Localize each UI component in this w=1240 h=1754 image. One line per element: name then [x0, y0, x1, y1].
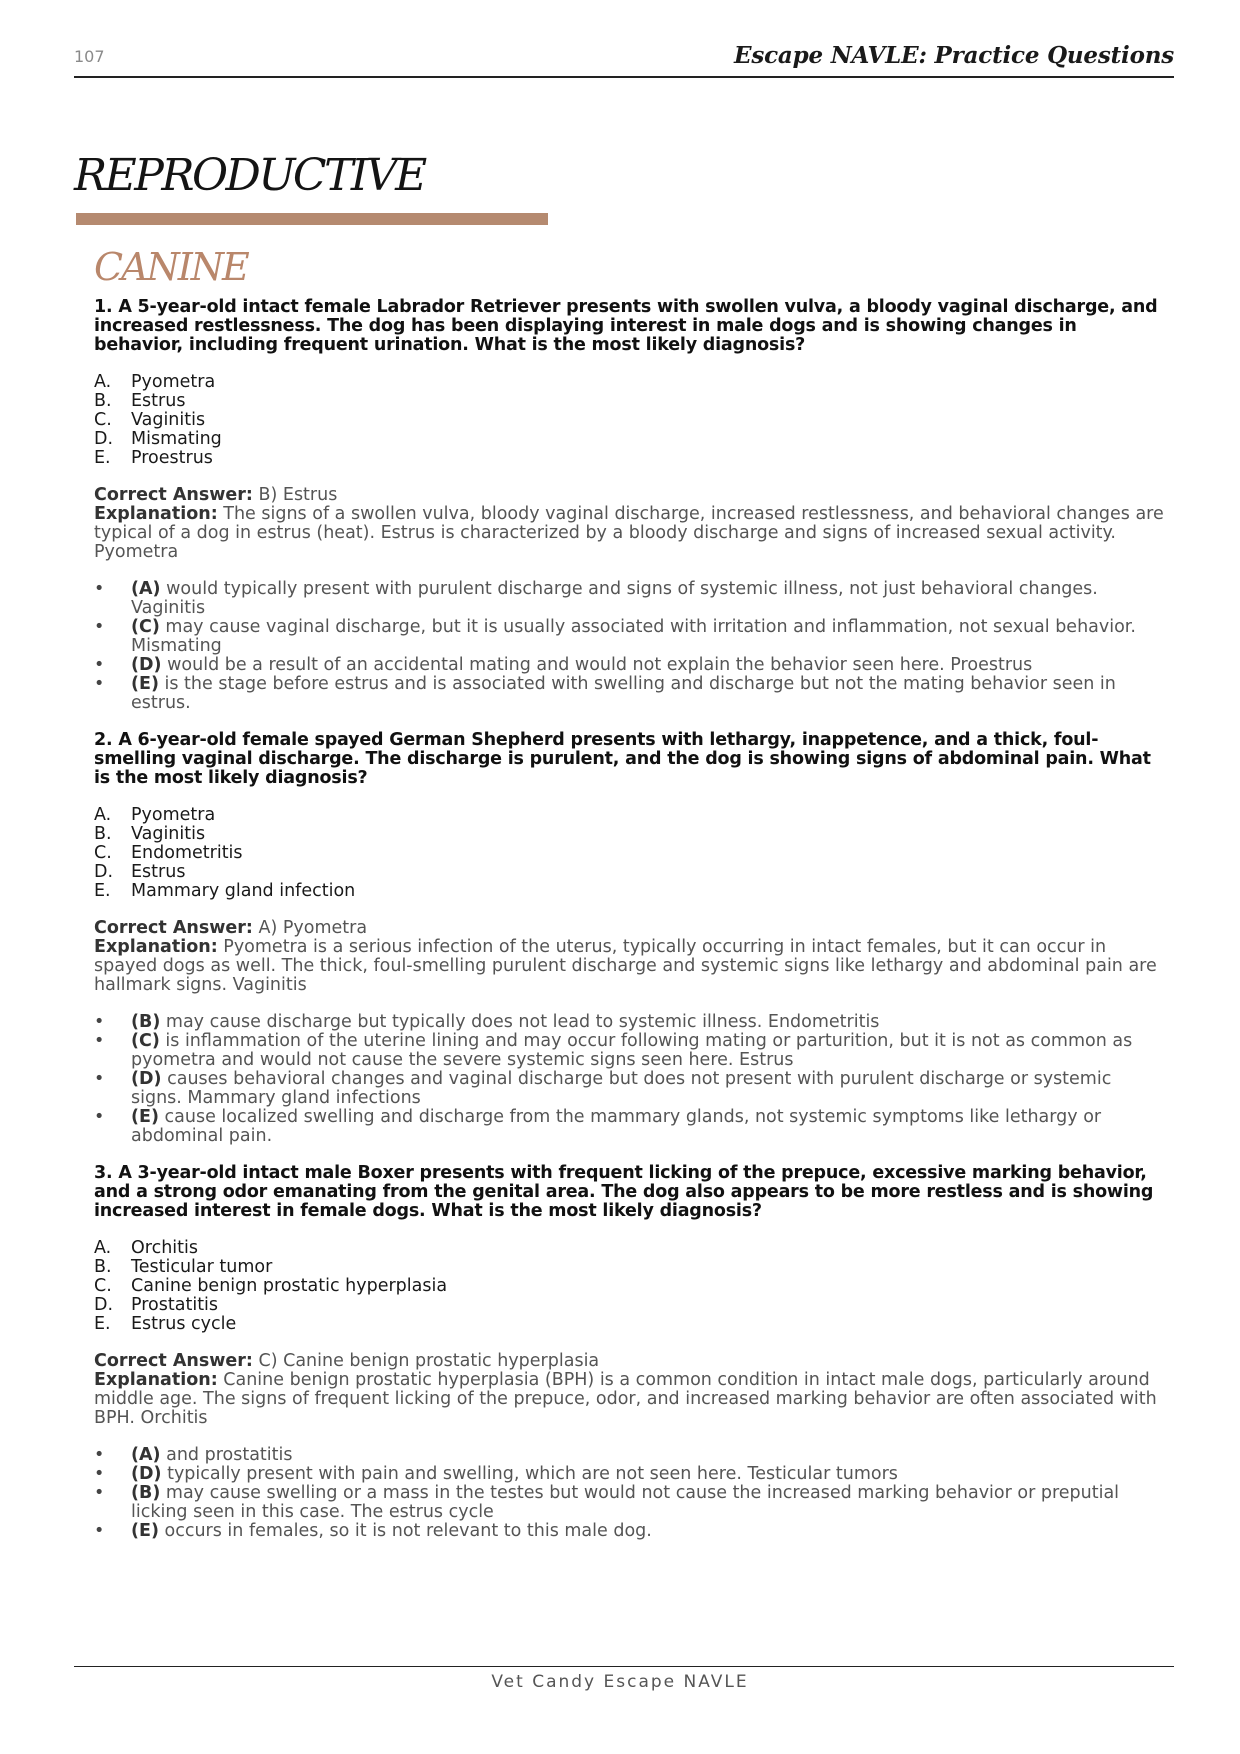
note-text: and prostatitis: [160, 1445, 293, 1465]
answer-option: [94, 1277, 1164, 1296]
explanation-label: Explanation:: [94, 504, 218, 524]
subsection-title: CANINE: [94, 245, 248, 289]
answer-option: [94, 392, 1164, 411]
bullet-icon: •: [94, 579, 105, 599]
explanation-text: Pyometra is a serious infection of the uterus, typically occurring in intact females, but it can occur in spayed dogs as well. The thick, foul-smelling purulent discharge and systemic signs like lethargy and abdominal pain are hallmark signs. Vaginitis: [94, 937, 1157, 995]
note-text: may cause swelling or a mass in the testes but would not cause the increased marking behavior or preputial licking seen in this case. The estrus cycle: [131, 1483, 1120, 1522]
distractor-note: [94, 1465, 1164, 1484]
option-text: Testicular tumor: [131, 1257, 273, 1277]
answer-option: [94, 863, 1164, 882]
distractor-note: [94, 1484, 1164, 1522]
note-text: occurs in females, so it is not relevant to this male dog.: [158, 1521, 652, 1541]
correct-answer-value: C) Canine benign prostatic hyperplasia: [252, 1351, 600, 1371]
answer-options: [94, 806, 1164, 901]
bullet-icon: •: [94, 674, 105, 694]
note-text: causes behavioral changes and vaginal discharge but does not present with purulent discharge or systemic signs. Mammary gland infections: [131, 1069, 1112, 1108]
option-reference: (E): [131, 1521, 159, 1541]
option-text: Estrus: [131, 862, 186, 882]
option-letter: D.: [94, 1295, 114, 1315]
question-text: 3. A 3-year-old intact male Boxer presents with frequent licking of the prepuce, excessive marking behavior, and a strong odor emanating from the genital area. The dog also appears to be more restless and is showing increased interest in female dogs. What is the most likely diagnosis?: [94, 1163, 1154, 1221]
distractor-note: [94, 1446, 1164, 1465]
distractor-note: [94, 675, 1164, 713]
option-letter: E.: [94, 1314, 111, 1334]
bullet-icon: •: [94, 1031, 105, 1051]
option-reference: (A): [131, 1445, 161, 1465]
option-letter: B.: [94, 824, 112, 844]
option-text: Estrus: [131, 391, 186, 411]
explanation-text: The signs of a swollen vulva, bloody vaginal discharge, increased restlessness, and behavioral changes are typical of a dog in estrus (heat). Estrus is characterized by a bloody discharge and signs of increased sexual activity. Pyometra: [94, 504, 1164, 562]
bullet-icon: •: [94, 1107, 105, 1127]
option-letter: E.: [94, 448, 111, 468]
section-title: REPRODUCTIVE: [74, 150, 425, 201]
explanation-label: Explanation:: [94, 937, 218, 957]
correct-answer: [94, 1352, 1164, 1371]
option-reference: (D): [131, 1464, 162, 1484]
option-text: Pyometra: [131, 805, 216, 825]
question-block: [94, 731, 1164, 1146]
option-text: Canine benign prostatic hyperplasia: [131, 1276, 448, 1296]
correct-answer-label: Correct Answer:: [94, 1351, 253, 1371]
option-letter: A.: [94, 805, 112, 825]
option-text: Vaginitis: [131, 824, 206, 844]
option-text: Pyometra: [131, 372, 216, 392]
distractor-notes: [94, 580, 1164, 713]
answer-option: [94, 844, 1164, 863]
option-letter: C.: [94, 410, 112, 430]
answer-option: [94, 1239, 1164, 1258]
option-reference: (C): [131, 1031, 160, 1051]
answer-option: [94, 806, 1164, 825]
option-text: Mismating: [131, 429, 222, 449]
answer-options: [94, 373, 1164, 468]
bullet-icon: •: [94, 1445, 105, 1465]
option-reference: (E): [131, 674, 159, 694]
explanation: [94, 505, 1164, 562]
bullet-icon: •: [94, 1464, 105, 1484]
section-accent-bar: [76, 213, 548, 225]
option-letter: C.: [94, 843, 112, 863]
explanation-text: Canine benign prostatic hyperplasia (BPH) is a common condition in intact male dogs, particularly around middle age. The signs of frequent licking of the prepuce, odor, and increased marking behavior are often associated with BPH. Orchitis: [94, 1370, 1157, 1428]
note-text: is the stage before estrus and is associated with swelling and discharge but not the mating behavior seen in estrus.: [131, 674, 1116, 713]
option-reference: (A): [131, 579, 161, 599]
answer-option: [94, 825, 1164, 844]
answer-explanation: [94, 1352, 1164, 1428]
distractor-note: [94, 1108, 1164, 1146]
bullet-icon: •: [94, 1012, 105, 1032]
bullet-icon: •: [94, 1521, 105, 1541]
distractor-note: [94, 618, 1164, 656]
header-divider: [74, 76, 1174, 78]
option-reference: (B): [131, 1012, 161, 1032]
answer-option: [94, 1296, 1164, 1315]
option-letter: D.: [94, 429, 114, 449]
note-text: would typically present with purulent discharge and signs of systemic illness, not just behavioral changes. Vaginitis: [131, 579, 1098, 618]
option-text: Proestrus: [131, 448, 213, 468]
questions-container: [94, 298, 1164, 1559]
answer-explanation: [94, 919, 1164, 995]
note-text: would be a result of an accidental mating and would not explain the behavior seen here. Proestrus: [161, 655, 1033, 675]
question-text: 2. A 6-year-old female spayed German Shepherd presents with lethargy, inappetence, and a thick, foul-smelling vaginal discharge. The discharge is purulent, and the dog is showing signs of abdominal pain. What is the most likely diagnosis?: [94, 730, 1151, 788]
bullet-icon: •: [94, 1483, 105, 1503]
question-block: [94, 1164, 1164, 1541]
answer-option: [94, 449, 1164, 468]
option-letter: B.: [94, 391, 112, 411]
bullet-icon: •: [94, 1069, 105, 1089]
note-text: typically present with pain and swelling, which are not seen here. Testicular tumors: [161, 1464, 898, 1484]
answer-option: [94, 430, 1164, 449]
explanation-label: Explanation:: [94, 1370, 218, 1390]
correct-answer: [94, 919, 1164, 938]
answer-option: [94, 882, 1164, 901]
distractor-note: [94, 1522, 1164, 1541]
option-text: Prostatitis: [131, 1295, 219, 1315]
distractor-note: [94, 1070, 1164, 1108]
option-reference: (E): [131, 1107, 159, 1127]
option-text: Mammary gland infection: [131, 881, 356, 901]
distractor-note: [94, 656, 1164, 675]
explanation: [94, 1371, 1164, 1428]
answer-options: [94, 1239, 1164, 1334]
correct-answer-label: Correct Answer:: [94, 918, 253, 938]
footer-text: Vet Candy Escape NAVLE: [491, 1672, 749, 1692]
option-reference: (B): [131, 1483, 161, 1503]
option-letter: D.: [94, 862, 114, 882]
bullet-icon: •: [94, 617, 105, 637]
footer-divider: [74, 1666, 1174, 1667]
answer-option: [94, 411, 1164, 430]
option-text: Vaginitis: [131, 410, 206, 430]
note-text: cause localized swelling and discharge from the mammary glands, not systemic symptoms like lethargy or abdominal pain.: [131, 1107, 1102, 1146]
option-letter: B.: [94, 1257, 112, 1277]
note-text: may cause discharge but typically does not lead to systemic illness. Endometritis: [160, 1012, 880, 1032]
option-letter: E.: [94, 881, 111, 901]
answer-option: [94, 1315, 1164, 1334]
option-reference: (D): [131, 655, 162, 675]
explanation: [94, 938, 1164, 995]
answer-option: [94, 373, 1164, 392]
option-text: Estrus cycle: [131, 1314, 237, 1334]
distractor-note: [94, 580, 1164, 618]
question-block: [94, 298, 1164, 713]
note-text: is inflammation of the uterine lining and may occur following mating or parturition, but it is not as common as pyometra and would not cause the severe systemic signs seen here. Estrus: [131, 1031, 1133, 1070]
running-title: Escape NAVLE: Practice Questions: [734, 42, 1174, 69]
page-number: 107: [74, 47, 105, 66]
option-letter: A.: [94, 1238, 112, 1258]
option-reference: (C): [131, 617, 160, 637]
option-text: Orchitis: [131, 1238, 199, 1258]
option-reference: (D): [131, 1069, 162, 1089]
answer-explanation: [94, 486, 1164, 562]
note-text: may cause vaginal discharge, but it is usually associated with irritation and inflammation, not sexual behavior. Mismating: [131, 617, 1136, 656]
option-letter: A.: [94, 372, 112, 392]
bullet-icon: •: [94, 655, 105, 675]
question-text: 1. A 5-year-old intact female Labrador Retriever presents with swollen vulva, a bloody vaginal discharge, and increased restlessness. The dog has been displaying interest in male dogs and is showing changes in behavior, including frequent urination. What is the most likely diagnosis?: [94, 297, 1158, 355]
distractor-note: [94, 1013, 1164, 1032]
correct-answer: [94, 486, 1164, 505]
correct-answer-value: B) Estrus: [252, 485, 338, 505]
option-text: Endometritis: [131, 843, 243, 863]
distractor-note: [94, 1032, 1164, 1070]
correct-answer-label: Correct Answer:: [94, 485, 253, 505]
option-letter: C.: [94, 1276, 112, 1296]
distractor-notes: [94, 1013, 1164, 1146]
correct-answer-value: A) Pyometra: [252, 918, 368, 938]
answer-option: [94, 1258, 1164, 1277]
distractor-notes: [94, 1446, 1164, 1541]
